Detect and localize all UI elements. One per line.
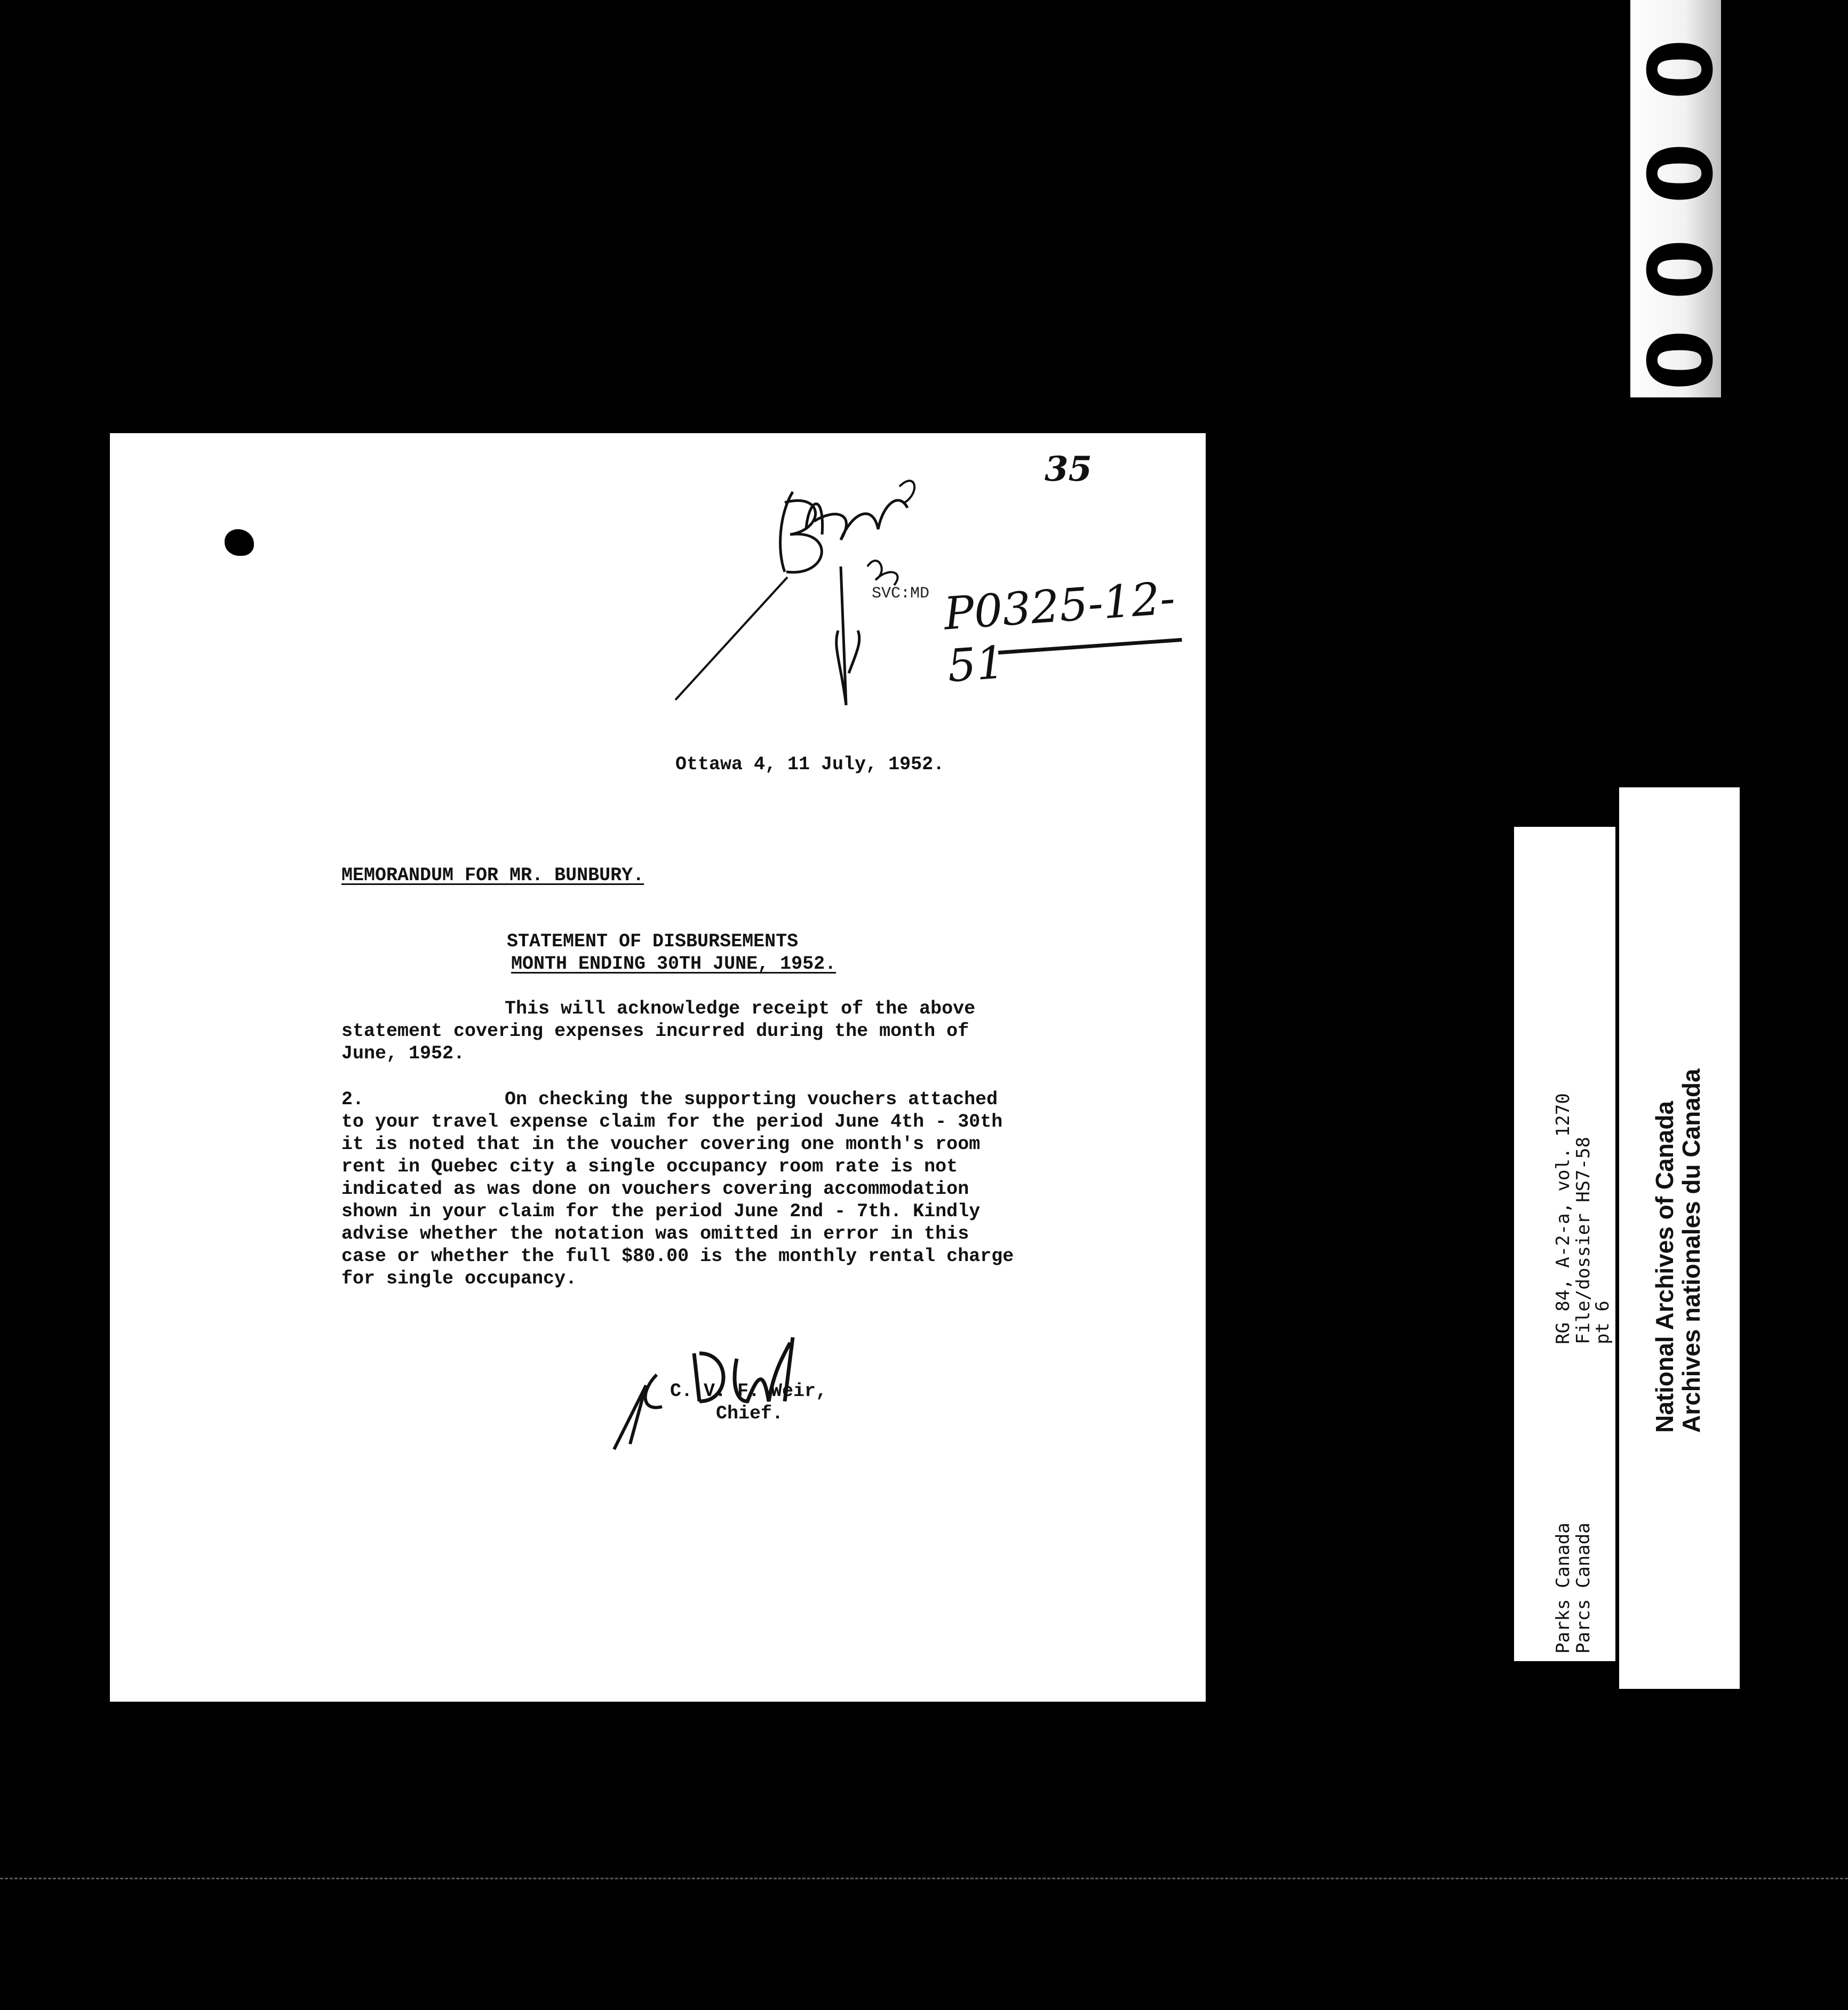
institution-name-fr: Archives nationales du Canada xyxy=(1677,1068,1705,1433)
frame-counter-digit: 0 xyxy=(1627,329,1729,391)
frame-counter-digit: 0 xyxy=(1627,38,1729,100)
institution-name-en: National Archives of Canada xyxy=(1651,1100,1678,1433)
film-edge-line xyxy=(0,1878,1848,1879)
memo-date: Ottawa 4, 11 July, 1952. xyxy=(675,754,945,775)
frame-counter-digit: 0 xyxy=(1627,238,1729,300)
svc-code: SVC:MD xyxy=(872,585,930,603)
punch-hole xyxy=(225,529,254,556)
archive-reference-label xyxy=(1514,827,1615,1661)
memo-title: MEMORANDUM FOR MR. BUNBURY. xyxy=(341,865,644,886)
memo-paragraph-1: This will acknowledge receipt of the above statement covering expenses incurred during the month of June, 1952. xyxy=(341,998,976,1064)
memo-page xyxy=(110,433,1206,1702)
handwritten-file-reference: P0325-12-51 xyxy=(942,571,1177,692)
creator-line-2: Parcs Canada xyxy=(1573,1522,1594,1654)
creator-line-1: Parks Canada xyxy=(1552,1522,1574,1654)
memo-paragraph-2: On checking the supporting vouchers attached to your travel expense claim for the period June 4th - 30th it is noted that in the voucher covering one month's room rent in Quebec city a single occupancy room rate is not indicated as was done on vouchers covering accommodation shown in your claim for the period June 2nd - 7th. Kindly advise whether the notation was omitted in error in this case or whether the full $80.00 is the monthly rental charge for single occupancy. xyxy=(341,1089,1014,1289)
archive-institution-label xyxy=(1619,787,1740,1689)
memo-paragraph-2-number: 2. xyxy=(341,1089,364,1110)
memo-subject-line-1: STATEMENT OF DISBURSEMENTS xyxy=(507,931,799,952)
archive-reference-line-1: RG 84, A-2-a, vol. 1270 xyxy=(1552,1093,1574,1344)
frame-counter-digit: 0 xyxy=(1627,142,1729,204)
archive-reference-line-2: File/dossier HS7-58 xyxy=(1573,1137,1594,1344)
signatory-name: C. V. F. Weir, xyxy=(670,1381,827,1402)
memo-subject-line-2: MONTH ENDING 30TH JUNE, 1952. xyxy=(511,953,837,975)
handwritten-page-number: 35 xyxy=(1045,449,1093,489)
signatory-title: Chief. xyxy=(716,1403,784,1424)
archive-reference-line-3: pt 6 xyxy=(1592,1301,1613,1344)
